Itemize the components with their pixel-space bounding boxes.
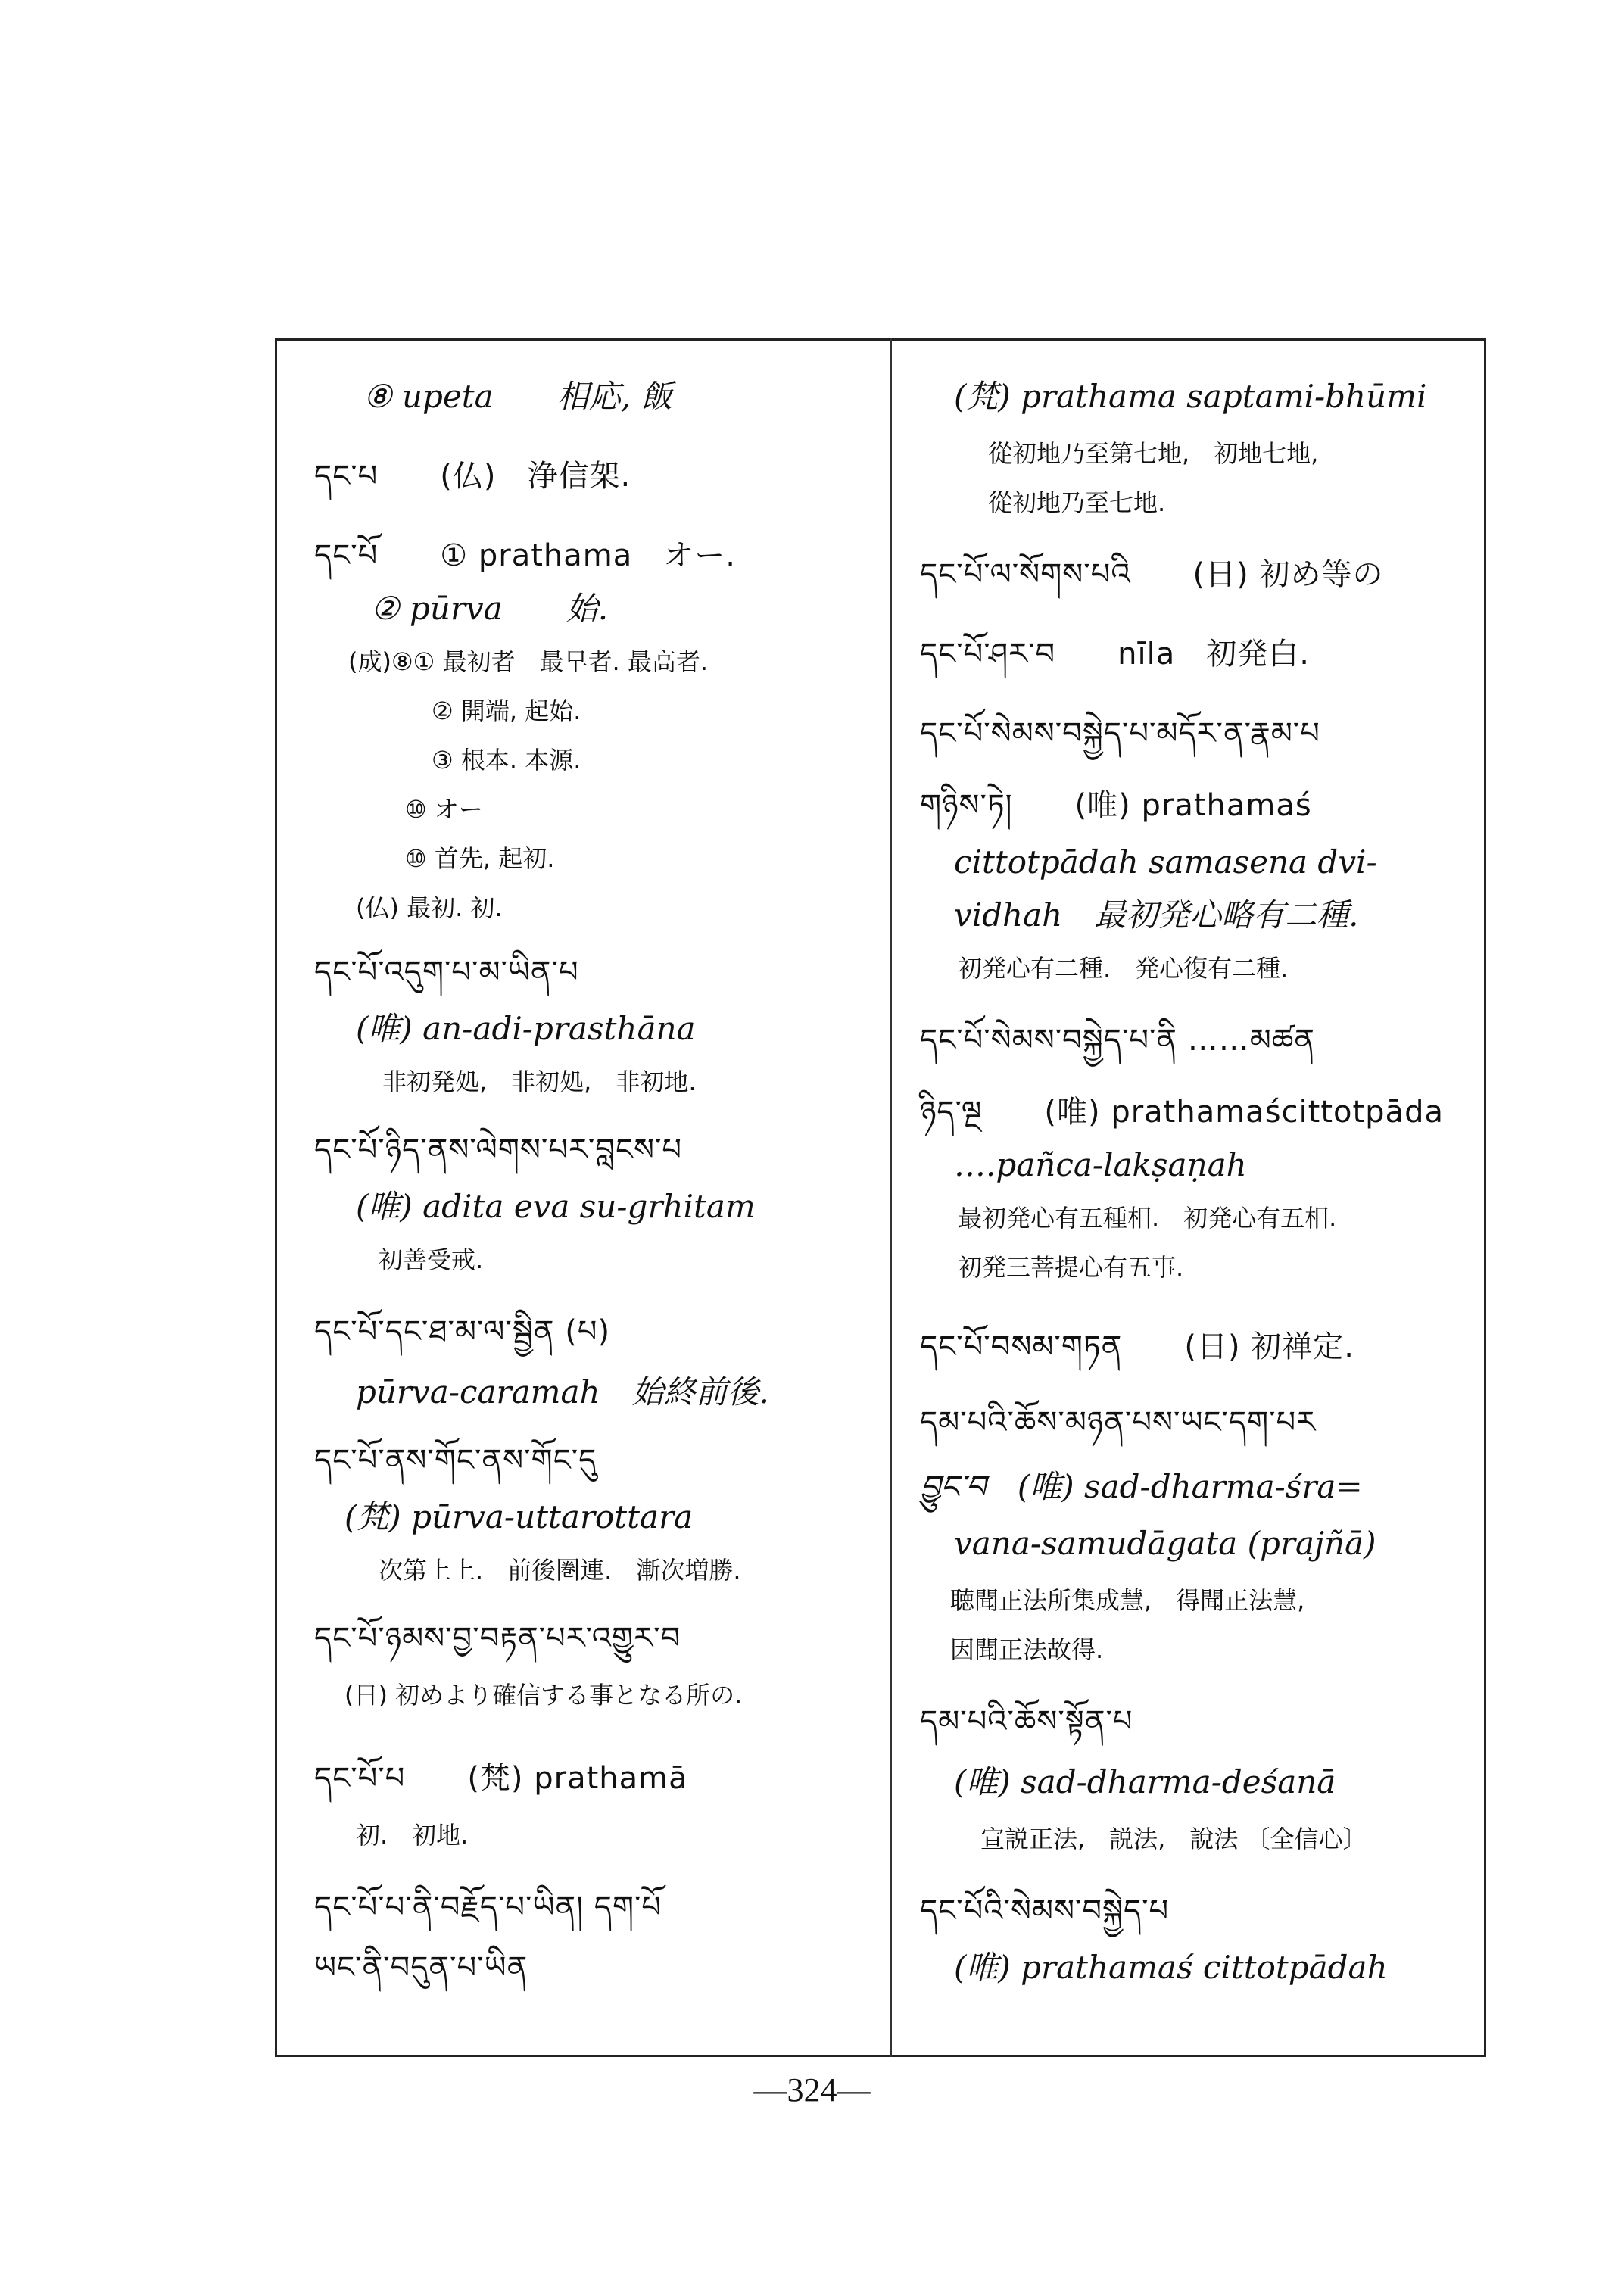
entry-line: (唯) an-adi-prasthāna bbox=[356, 1010, 696, 1047]
entry-line: 初. 初地. bbox=[356, 1821, 469, 1850]
column-divider bbox=[890, 338, 892, 2057]
entry-line: དང་པོ་ཉིད་ནས་ལེགས་པར་བླངས་པ bbox=[314, 1133, 683, 1167]
entry-line: (仏) 最初. 初. bbox=[356, 893, 503, 922]
entry-line: དང་པོ་དང་ཐ་མ་ལ་སྦྱིན (པ) bbox=[314, 1314, 611, 1349]
entry-line: 因聞正法故得. bbox=[950, 1635, 1104, 1664]
entry-line: 聴聞正法所集成慧, 得聞正法慧, bbox=[950, 1586, 1305, 1615]
entry-line: 宣説正法, 説法, 說法 〔全信心〕 bbox=[980, 1825, 1367, 1853]
entry-line: cittotpādah samasena dvi- bbox=[954, 843, 1377, 881]
entry-line: དང་པོ་ཉམས་བྱ་བརྟན་པར་འགྱུར་བ bbox=[314, 1621, 681, 1656]
entry-line: དམ་པའི་ཆོས་སྟོན་པ bbox=[920, 1704, 1133, 1739]
entry-line: དང་པོ་བསམ་གཏན (日) 初禅定. bbox=[920, 1329, 1355, 1364]
entry-line: དང་པོ་པ་ནི་བརྗོད་པ་ཡིན། དག་པོ bbox=[314, 1890, 662, 1925]
entry-line: དམ་པའི་ཆོས་མཉན་པས་ཡང་དག་པར bbox=[920, 1405, 1317, 1440]
entry-line: ② 開端, 起始. bbox=[432, 697, 581, 725]
entry-line: vidhah 最初発心略有二種. bbox=[954, 896, 1359, 933]
entry-line: ….pañca-lakṣaṇah bbox=[954, 1146, 1247, 1183]
entry-line: དང་པོའི་སེམས་བསྐྱེད་པ bbox=[920, 1893, 1170, 1928]
entry-line: ཉིད་ལྔ (唯) prathamaścittotpāda bbox=[920, 1095, 1444, 1130]
entry-line: 初発心有二種. 発心復有二種. bbox=[958, 954, 1289, 983]
entry-line: 初発三菩提心有五事. bbox=[958, 1253, 1184, 1282]
entry-line: གཉིས་ཏེ། (唯) prathamaś bbox=[920, 788, 1312, 823]
entry-line: 初善受戒. bbox=[379, 1245, 484, 1274]
entry-line: ⑩ オー bbox=[405, 795, 483, 824]
entry-line: དང་པོ་སེམས་བསྐྱེད་པ་ནི ……མཚན bbox=[920, 1023, 1316, 1058]
entry-line: pūrva-caramah 始終前後. bbox=[356, 1373, 769, 1410]
entry-line: 從初地乃至七地. bbox=[988, 488, 1166, 517]
entry-line: དང་པོ་ལ་སོགས་པའི (日) 初め等の bbox=[920, 557, 1384, 592]
entry-line: 非初発処, 非初処, 非初地. bbox=[382, 1068, 697, 1096]
entry-line: ② pūrva 始. bbox=[371, 590, 609, 627]
page-number: —324— bbox=[753, 2071, 871, 2109]
left-column bbox=[299, 356, 874, 2044]
entry-line: དང་པོ་ཤར་བ nīla 初発白. bbox=[920, 637, 1310, 672]
entry-line: དང་པོ ① prathama オー. bbox=[314, 538, 736, 573]
entry-line: ⑩ 首先, 起初. bbox=[405, 844, 555, 873]
entry-line: (唯) prathamaś cittotpādah bbox=[954, 1949, 1388, 1986]
entry-line: དང་པོ་སེམས་བསྐྱེད་པ་མདོར་ན་རྣམ་པ bbox=[920, 716, 1320, 751]
entry-line: vana-samudāgata (prajñā) bbox=[954, 1525, 1376, 1562]
right-column bbox=[909, 356, 1478, 2044]
entry-line: (唯) sad-dharma-deśanā bbox=[954, 1763, 1336, 1800]
entry-line: ③ 根本. 本源. bbox=[432, 746, 581, 775]
entry-line: དང་པོ་པ (梵) prathamā bbox=[314, 1761, 688, 1796]
entry-line: དང་པོ་འདུག་པ་མ་ཡིན་པ bbox=[314, 955, 579, 990]
entry-line: (梵) pūrva-uttarottara bbox=[344, 1498, 694, 1535]
entry-line: དང་པོ་ནས་གོང་ནས་གོང་དུ bbox=[314, 1443, 597, 1478]
entry-line: (日) 初めより確信する事となる所の. bbox=[344, 1681, 743, 1710]
entry-line: དང་པ (仏) 浄信架. bbox=[314, 459, 631, 494]
entry-line: ⑧ upeta 相応, 飯 bbox=[363, 378, 673, 415]
entry-line: (唯) adita eva su-grhitam bbox=[356, 1188, 756, 1225]
entry-line: 次第上上. 前後圏連. 漸次増勝. bbox=[379, 1556, 741, 1585]
entry-line: བྱུང་བ (唯) sad-dharma-śra= bbox=[920, 1468, 1363, 1505]
entry-line: 最初発心有五種相. 初発心有五相. bbox=[958, 1204, 1337, 1233]
entry-line: 從初地乃至第七地, 初地七地, bbox=[988, 439, 1319, 468]
entry-line: (成)⑧① 最初者 最早者. 最高者. bbox=[348, 647, 709, 676]
entry-line: (梵) prathama saptami-bhūmi bbox=[954, 378, 1427, 415]
entry-line: ཡང་ནི་བདུན་པ་ཡིན bbox=[314, 1950, 528, 1985]
